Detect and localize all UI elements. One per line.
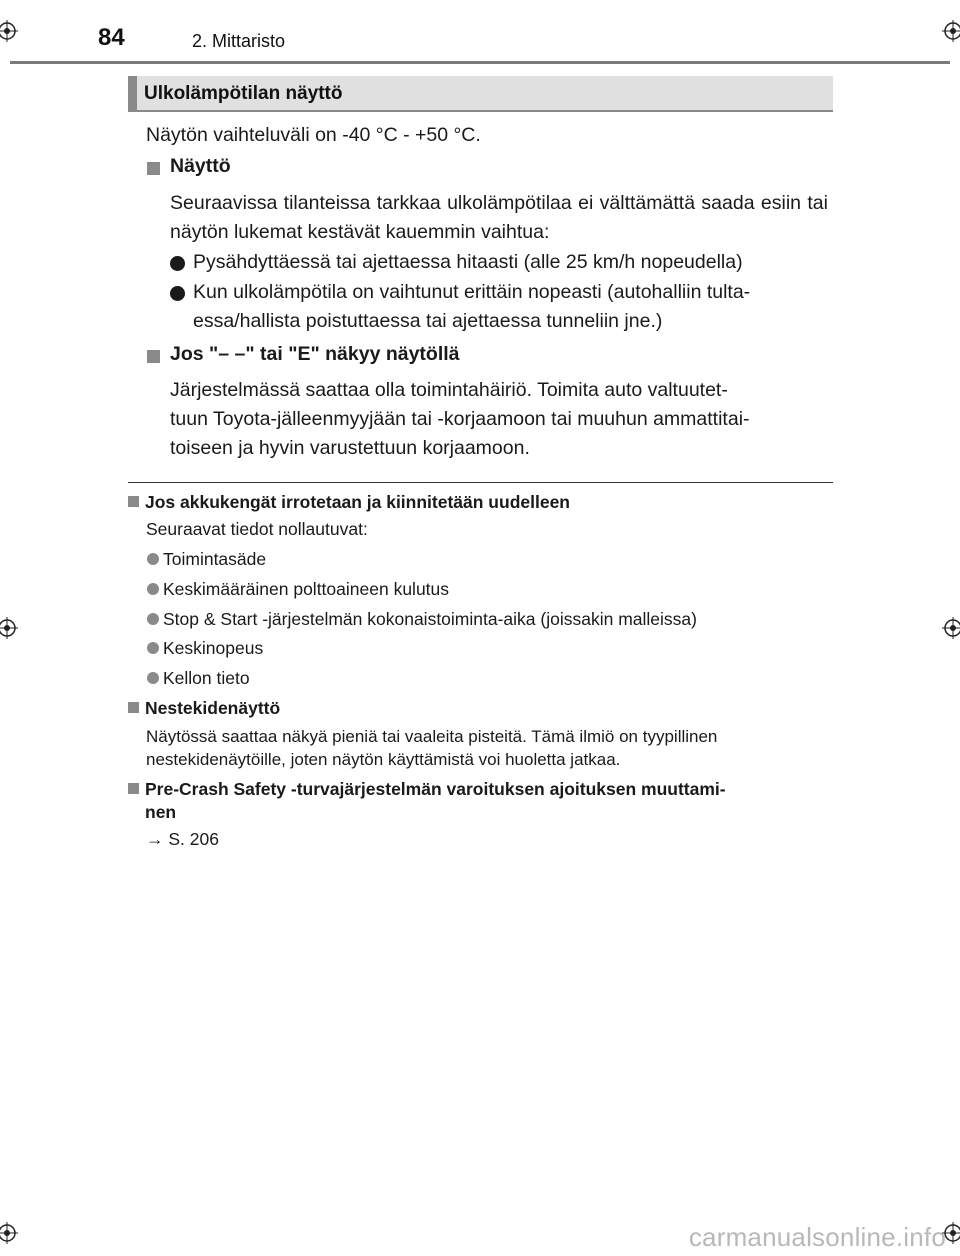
- bullet-dot-icon: [147, 642, 159, 654]
- display-heading: Näyttö: [170, 155, 231, 177]
- registration-mark-icon: [0, 1222, 18, 1244]
- error-text-line-1: Järjestelmässä saattaa olla toimintahäiriö. Toimita auto valtuutet-: [170, 379, 728, 401]
- error-heading: Jos "– –" tai "E" näkyy näytöllä: [170, 343, 460, 365]
- bullet-dot-icon: [170, 256, 185, 271]
- square-bullet-icon: [147, 162, 160, 175]
- section-heading-bar: [128, 76, 137, 110]
- header-rule: [10, 61, 950, 64]
- lcd-text-line-1: Näytössä saattaa näkyä pieniä tai vaaleita pisteitä. Tämä ilmiö on tyypillinen: [146, 727, 718, 746]
- registration-mark-icon: [0, 617, 18, 639]
- square-bullet-icon: [128, 783, 139, 794]
- square-bullet-icon: [128, 702, 139, 713]
- bullet-dot-icon: [147, 613, 159, 625]
- bullet-dot-icon: [147, 583, 159, 595]
- section-divider: [128, 482, 833, 483]
- bullet-dot-icon: [170, 286, 185, 301]
- bullet-dot-icon: [147, 553, 159, 565]
- display-bullet-2: Kun ulkolämpötila on vaihtunut erittäin nopeasti (autohalliin tulta-: [193, 281, 751, 303]
- page-number: 84: [98, 24, 125, 51]
- battery-item: Stop & Start -järjestelmän kokonaistoiminta-aika (joissakin malleissa): [163, 609, 697, 629]
- registration-mark-icon: [942, 20, 960, 42]
- section-title: Ulkolämpötilan näyttö: [144, 83, 343, 104]
- watermark: carmanualsonline.info: [688, 1222, 946, 1252]
- lcd-text-line-2: nestekidenäytöille, joten näytön käyttämistä voi huoletta jatkaa.: [146, 750, 621, 769]
- display-bullet-2-cont: essa/hallista poistuttaessa tai ajettaessa tunneliin jne.): [193, 310, 663, 332]
- section-heading: [128, 76, 833, 112]
- bullet-dot-icon: [147, 672, 159, 684]
- square-bullet-icon: [147, 350, 160, 363]
- display-bullet-1: Pysähdyttäessä tai ajettaessa hitaasti (alle 25 km/h nopeudella): [193, 251, 743, 273]
- error-text-line-2: tuun Toyota-jälleenmyyjään tai -korjaamoon tai muuhun ammattitai-: [170, 408, 750, 430]
- registration-mark-icon: [942, 617, 960, 639]
- precrash-heading-line-1: Pre-Crash Safety -turvajärjestelmän varoituksen ajoituksen muuttami-: [145, 779, 726, 799]
- battery-item: Keskinopeus: [163, 638, 264, 658]
- lcd-heading: Nestekidenäyttö: [145, 698, 281, 718]
- error-text-line-3: toiseen ja hyvin varustettuun korjaamoon.: [170, 437, 530, 459]
- battery-item: Kellon tieto: [163, 668, 250, 688]
- range-text: Näytön vaihteluväli on -40 °C - +50 °C.: [146, 124, 481, 146]
- battery-heading: Jos akkukengät irrotetaan ja kiinnitetään uudelleen: [145, 492, 570, 512]
- battery-item: Toimintasäde: [163, 549, 267, 569]
- registration-mark-icon: [0, 20, 18, 42]
- battery-item: Keskimääräinen polttoaineen kulutus: [163, 579, 450, 599]
- precrash-heading-line-2: nen: [145, 802, 177, 822]
- display-text: Seuraavissa tilanteissa tarkkaa ulkolämpötilaa ei välttämättä saada esiin tai näytön lukemat kestävät kauemmin vaihtua:: [170, 192, 828, 243]
- square-bullet-icon: [128, 496, 139, 507]
- precrash-page-link[interactable]: → S. 206: [146, 829, 219, 849]
- chapter-title: 2. Mittaristo: [192, 31, 286, 51]
- battery-intro: Seuraavat tiedot nollautuvat:: [146, 519, 368, 539]
